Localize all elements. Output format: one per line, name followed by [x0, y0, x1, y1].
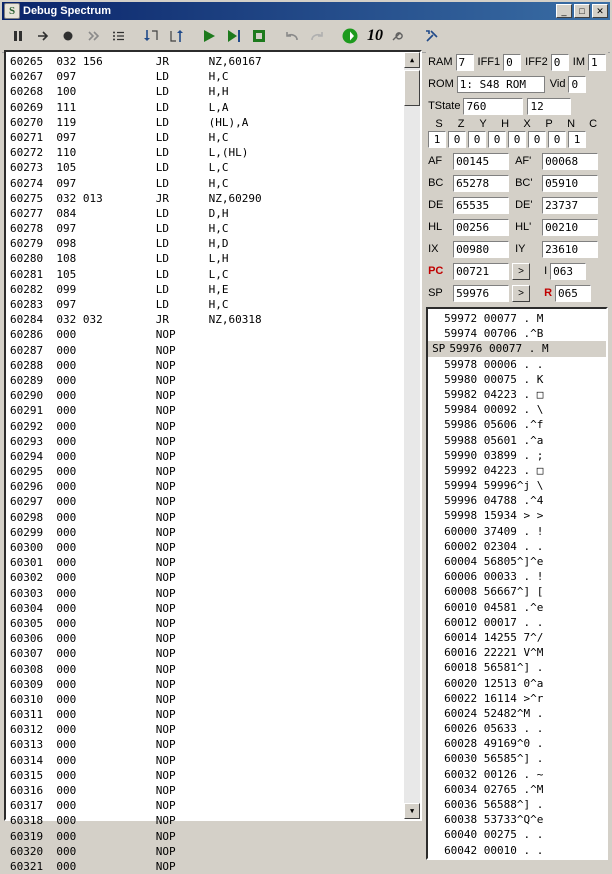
disasm-row[interactable]: 60319 000 NOP: [10, 829, 176, 843]
flag-value-c[interactable]: 1: [568, 131, 586, 148]
disasm-row[interactable]: 60269 111 LD L,A: [10, 100, 229, 114]
flag-names-row: [428, 118, 606, 130]
stack-row[interactable]: 60028 49169^0 .: [444, 737, 544, 751]
tstate-label: TState: [428, 100, 461, 112]
stack-row[interactable]: 59996 04788 .^4: [444, 494, 544, 508]
sp-value[interactable]: 59976: [453, 285, 509, 302]
disasm-row[interactable]: 60306 000 NOP: [10, 632, 176, 646]
disasm-row[interactable]: 60297 000 NOP: [10, 495, 176, 509]
disasm-row[interactable]: 60267 097 LD H,C: [10, 70, 229, 84]
run-to-cursor-button[interactable]: [222, 24, 246, 48]
im-label: IM: [572, 56, 585, 68]
disasm-row[interactable]: 60314 000 NOP: [10, 753, 176, 767]
flag-name-y: Y: [479, 118, 487, 130]
tstate-extra[interactable]: 12: [527, 98, 571, 115]
registers-panel: [426, 50, 608, 857]
stack-row[interactable]: 60020 12513 0^a: [444, 676, 544, 690]
disasm-row[interactable]: 60305 000 NOP: [10, 616, 176, 630]
rom-label: ROM: [428, 78, 454, 90]
stack-row[interactable]: 59972 00077 . M: [444, 312, 544, 325]
disasm-row[interactable]: 60273 105 LD L,C: [10, 161, 229, 175]
disasm-row[interactable]: 60313 000 NOP: [10, 738, 176, 752]
stack-row[interactable]: 60008 56667^] [: [444, 585, 544, 599]
pause-button[interactable]: [6, 24, 30, 48]
title-bar[interactable]: [2, 2, 610, 20]
sp-row: [428, 283, 606, 303]
stack-row[interactable]: 59980 00075 . K: [444, 372, 544, 386]
maximize-button[interactable]: □: [574, 4, 590, 18]
de-value[interactable]: 65535: [453, 197, 509, 214]
flag-value-s[interactable]: 1: [428, 131, 446, 148]
disasm-row[interactable]: 60272 110 LD L,(HL): [10, 146, 249, 160]
hl-alt-label: HL': [515, 221, 532, 233]
stack-row[interactable]: 60012 00017 . .: [444, 615, 544, 629]
list-button[interactable]: [106, 24, 130, 48]
stack-row[interactable]: 59974 00706 .^B: [444, 327, 544, 341]
i-label: I: [544, 265, 548, 277]
disasm-row[interactable]: 60292 000 NOP: [10, 419, 176, 433]
stack-row[interactable]: 59992 04223 . □: [444, 463, 544, 477]
de-row: [428, 195, 606, 215]
r-value[interactable]: 065: [555, 285, 591, 302]
bc-value[interactable]: 65278: [453, 175, 509, 192]
stack-row-text: 59976 00077 . M: [449, 342, 549, 356]
iff1-label: IFF1: [477, 56, 501, 68]
flag-name-s: S: [435, 118, 443, 130]
af-row: [428, 151, 606, 171]
bc-alt-value[interactable]: 05910: [542, 175, 598, 192]
main-area: [4, 50, 608, 873]
disasm-row[interactable]: 60294 000 NOP: [10, 449, 176, 463]
disasm-row[interactable]: 60295 000 NOP: [10, 465, 176, 479]
disasm-row[interactable]: 60307 000 NOP: [10, 647, 176, 661]
pc-label: PC: [428, 265, 444, 277]
pc-value[interactable]: 00721: [453, 263, 509, 280]
step-down-button[interactable]: [139, 24, 163, 48]
disasm-row[interactable]: 60284 032 032 JR NZ,60318: [10, 313, 262, 327]
bc-row: [428, 173, 606, 193]
stack-pane[interactable]: [426, 307, 608, 860]
stack-row[interactable]: 60032 00126 . ~: [444, 767, 544, 781]
disasm-row[interactable]: 60268 100 LD H,H: [10, 85, 229, 99]
undo-button[interactable]: [280, 24, 304, 48]
breakpoint-button[interactable]: [56, 24, 80, 48]
stack-row[interactable]: 60030 56585^] .: [444, 752, 544, 766]
scroll-down-arrow[interactable]: ▼: [404, 803, 420, 819]
ix-label: IX: [428, 243, 439, 255]
disasm-row[interactable]: 60288 000 NOP: [10, 358, 176, 372]
iff2-label: IFF2: [525, 56, 548, 68]
minimize-button[interactable]: _: [556, 4, 572, 18]
stack-row[interactable]: 59988 05601 .^a: [444, 433, 544, 447]
vid-label: Vid: [549, 78, 566, 90]
flag-name-z: Z: [457, 118, 465, 130]
scroll-track[interactable]: [404, 68, 420, 803]
spectrum-app-icon: S: [4, 3, 20, 19]
flag-value-h[interactable]: 0: [488, 131, 506, 148]
tools-icon[interactable]: [387, 24, 411, 48]
disasm-row[interactable]: 60286 000 NOP: [10, 328, 176, 342]
flag-value-p[interactable]: 0: [528, 131, 546, 148]
step-over-button[interactable]: [164, 24, 188, 48]
iy-label: IY: [515, 243, 526, 255]
disasm-row[interactable]: 60289 000 NOP: [10, 373, 176, 387]
stack-row[interactable]: 59978 00006 . .: [444, 357, 544, 371]
stack-row[interactable]: 60016 22221 V^M: [444, 646, 544, 660]
sp-goto-button[interactable]: >: [512, 285, 530, 302]
iff1-value[interactable]: 0: [503, 54, 521, 71]
disasm-row[interactable]: 60310 000 NOP: [10, 692, 176, 706]
stack-row[interactable]: 59990 03899 . ;: [444, 448, 544, 462]
disasm-row[interactable]: 60281 105 LD L,C: [10, 267, 229, 281]
i-value[interactable]: 063: [550, 263, 586, 280]
step-next-button[interactable]: [81, 24, 105, 48]
stack-row[interactable]: 60010 04581 .^e: [444, 600, 544, 614]
pc-row: [428, 261, 606, 281]
af-label: AF: [428, 155, 443, 167]
scroll-up-arrow[interactable]: ▲: [404, 52, 420, 68]
pc-goto-button[interactable]: >: [512, 263, 530, 280]
disassembly-list[interactable]: [6, 52, 404, 873]
hl-alt-value[interactable]: 00210: [542, 219, 598, 236]
disasm-row[interactable]: 60265 032 156 JR NZ,60167: [10, 55, 262, 68]
stack-row[interactable]: 60042 00010 . .: [444, 843, 544, 857]
step-into-button[interactable]: [31, 24, 55, 48]
flag-name-p: P: [545, 118, 553, 130]
disasm-row[interactable]: 60321 000 NOP: [10, 859, 176, 873]
tstate-row: [428, 96, 606, 116]
flag-name-n: N: [567, 118, 576, 130]
disasm-row[interactable]: 60280 108 LD L,H: [10, 252, 229, 266]
disasm-row[interactable]: 60270 119 LD (HL),A: [10, 115, 249, 129]
stack-row[interactable]: 60006 00033 . !: [444, 570, 544, 584]
ram-value[interactable]: 7: [456, 54, 474, 71]
disasm-row[interactable]: 60311 000 NOP: [10, 708, 176, 722]
run-button[interactable]: [197, 24, 221, 48]
disasm-row[interactable]: 60317 000 NOP: [10, 799, 176, 813]
flag-value-x[interactable]: 0: [508, 131, 526, 148]
disassembly-pane[interactable]: [4, 50, 422, 873]
r-label: R: [544, 287, 553, 299]
stack-row[interactable]: 59998 15934 > >: [444, 509, 544, 523]
flag-value-n[interactable]: 0: [548, 131, 566, 148]
hl-label: HL: [428, 221, 443, 233]
disasm-row[interactable]: 60304 000 NOP: [10, 601, 176, 615]
disasm-row[interactable]: 60296 000 NOP: [10, 480, 176, 494]
stack-row[interactable]: 59986 05606 .^f: [444, 418, 544, 432]
refresh-button[interactable]: [338, 24, 362, 48]
disasm-row[interactable]: 60312 000 NOP: [10, 723, 176, 737]
disasm-row[interactable]: 60274 097 LD H,C: [10, 176, 229, 190]
de-alt-value[interactable]: 23737: [542, 197, 598, 214]
ram-row: [428, 52, 606, 72]
hl-value[interactable]: 00256: [453, 219, 509, 236]
rom-row: [428, 74, 606, 94]
flag-value-z[interactable]: 0: [448, 131, 466, 148]
redo-button[interactable]: [305, 24, 329, 48]
disasm-row[interactable]: 60301 000 NOP: [10, 556, 176, 570]
im-value[interactable]: 1: [588, 54, 606, 71]
disasm-row[interactable]: 60290 000 NOP: [10, 389, 176, 403]
speed-value[interactable]: 10: [367, 27, 383, 44]
disasm-row[interactable]: 60320 000 NOP: [10, 844, 176, 858]
disasm-row[interactable]: 60282 099 LD H,E: [10, 282, 229, 296]
stack-row[interactable]: 59994 59996^j \: [444, 479, 544, 493]
stack-row[interactable]: 60038 53733^Q^e: [444, 813, 544, 827]
disasm-row[interactable]: 60293 000 NOP: [10, 434, 176, 448]
disasm-row[interactable]: 60275 032 013 JR NZ,60290: [10, 191, 262, 205]
af-value[interactable]: 00145: [453, 153, 509, 170]
disasm-row[interactable]: 60287 000 NOP: [10, 343, 176, 357]
stop-button[interactable]: [247, 24, 271, 48]
disasm-row[interactable]: 60302 000 NOP: [10, 571, 176, 585]
toolbar: [2, 20, 610, 53]
flag-value-y[interactable]: 0: [468, 131, 486, 148]
disasm-row[interactable]: 60279 098 LD H,D: [10, 237, 229, 251]
ram-label: RAM: [428, 56, 453, 68]
window-title: Debug Spectrum: [23, 5, 112, 17]
disasm-row[interactable]: 60271 097 LD H,C: [10, 130, 229, 144]
stack-row-sp[interactable]: [428, 341, 606, 356]
stack-row[interactable]: 60036 56588^] .: [444, 798, 544, 811]
stack-row[interactable]: 60026 05633 . .: [444, 722, 544, 736]
ix-value[interactable]: 00980: [453, 241, 509, 258]
disassembly-scrollbar[interactable]: [404, 52, 420, 819]
bc-alt-label: BC': [515, 177, 533, 189]
disasm-row[interactable]: 60277 084 LD D,H: [10, 206, 229, 220]
register-fields: [426, 50, 608, 305]
stack-row[interactable]: 59984 00092 . \: [444, 403, 544, 417]
iff2-value[interactable]: 0: [551, 54, 569, 71]
de-alt-label: DE': [515, 199, 533, 211]
close-button[interactable]: ✕: [592, 4, 608, 18]
disasm-row[interactable]: 60299 000 NOP: [10, 525, 176, 539]
stack-row[interactable]: 60018 56581^] .: [444, 661, 544, 675]
flag-name-x: X: [523, 118, 531, 130]
disasm-row[interactable]: 60278 097 LD H,C: [10, 222, 229, 236]
flag-name-h: H: [501, 118, 510, 130]
tstate-value[interactable]: 760: [463, 98, 523, 115]
stack-row[interactable]: 60014 14255 7^/: [444, 630, 544, 644]
ix-row: [428, 239, 606, 259]
scroll-thumb[interactable]: [404, 70, 420, 106]
stack-row[interactable]: 60002 02304 . .: [444, 539, 544, 553]
af-alt-label: AF': [515, 155, 532, 167]
iy-value[interactable]: 23610: [542, 241, 598, 258]
disasm-row[interactable]: 60316 000 NOP: [10, 784, 176, 797]
disasm-row[interactable]: 60300 000 NOP: [10, 541, 176, 554]
stack-row[interactable]: 59982 04223 . □: [444, 387, 544, 401]
flag-name-c: C: [589, 118, 598, 130]
disasm-row[interactable]: 60318 000 NOP: [10, 814, 176, 828]
sp-marker: SP: [432, 342, 446, 356]
disasm-row[interactable]: 60308 000 NOP: [10, 662, 176, 676]
options-icon[interactable]: [420, 24, 444, 48]
disasm-row[interactable]: 60303 000 NOP: [10, 586, 176, 600]
stack-row[interactable]: 60000 37409 . !: [444, 524, 544, 538]
vid-value[interactable]: 0: [568, 76, 586, 93]
flag-values-row: [428, 131, 606, 148]
stack-row[interactable]: 60022 16114 >^r: [444, 691, 544, 705]
window-controls: [556, 4, 608, 18]
sp-label: SP: [428, 287, 443, 299]
stack-row[interactable]: 60024 52482^M .: [444, 706, 544, 720]
disasm-row[interactable]: 60283 097 LD H,C: [10, 298, 229, 311]
af-alt-value[interactable]: 00068: [542, 153, 598, 170]
rom-select[interactable]: 1: S48 ROM: [457, 76, 545, 93]
disasm-row[interactable]: 60309 000 NOP: [10, 677, 176, 691]
disasm-row[interactable]: 60315 000 NOP: [10, 768, 176, 782]
hl-row: [428, 217, 606, 237]
de-label: DE: [428, 199, 444, 211]
bc-label: BC: [428, 177, 444, 189]
stack-row[interactable]: 60040 00275 . .: [444, 828, 544, 842]
disasm-row[interactable]: 60298 000 NOP: [10, 510, 176, 524]
disasm-row[interactable]: 60291 000 NOP: [10, 404, 176, 418]
stack-row[interactable]: 60034 02765 .^M: [444, 782, 544, 796]
stack-row[interactable]: 60004 56805^]^e: [444, 555, 544, 568]
